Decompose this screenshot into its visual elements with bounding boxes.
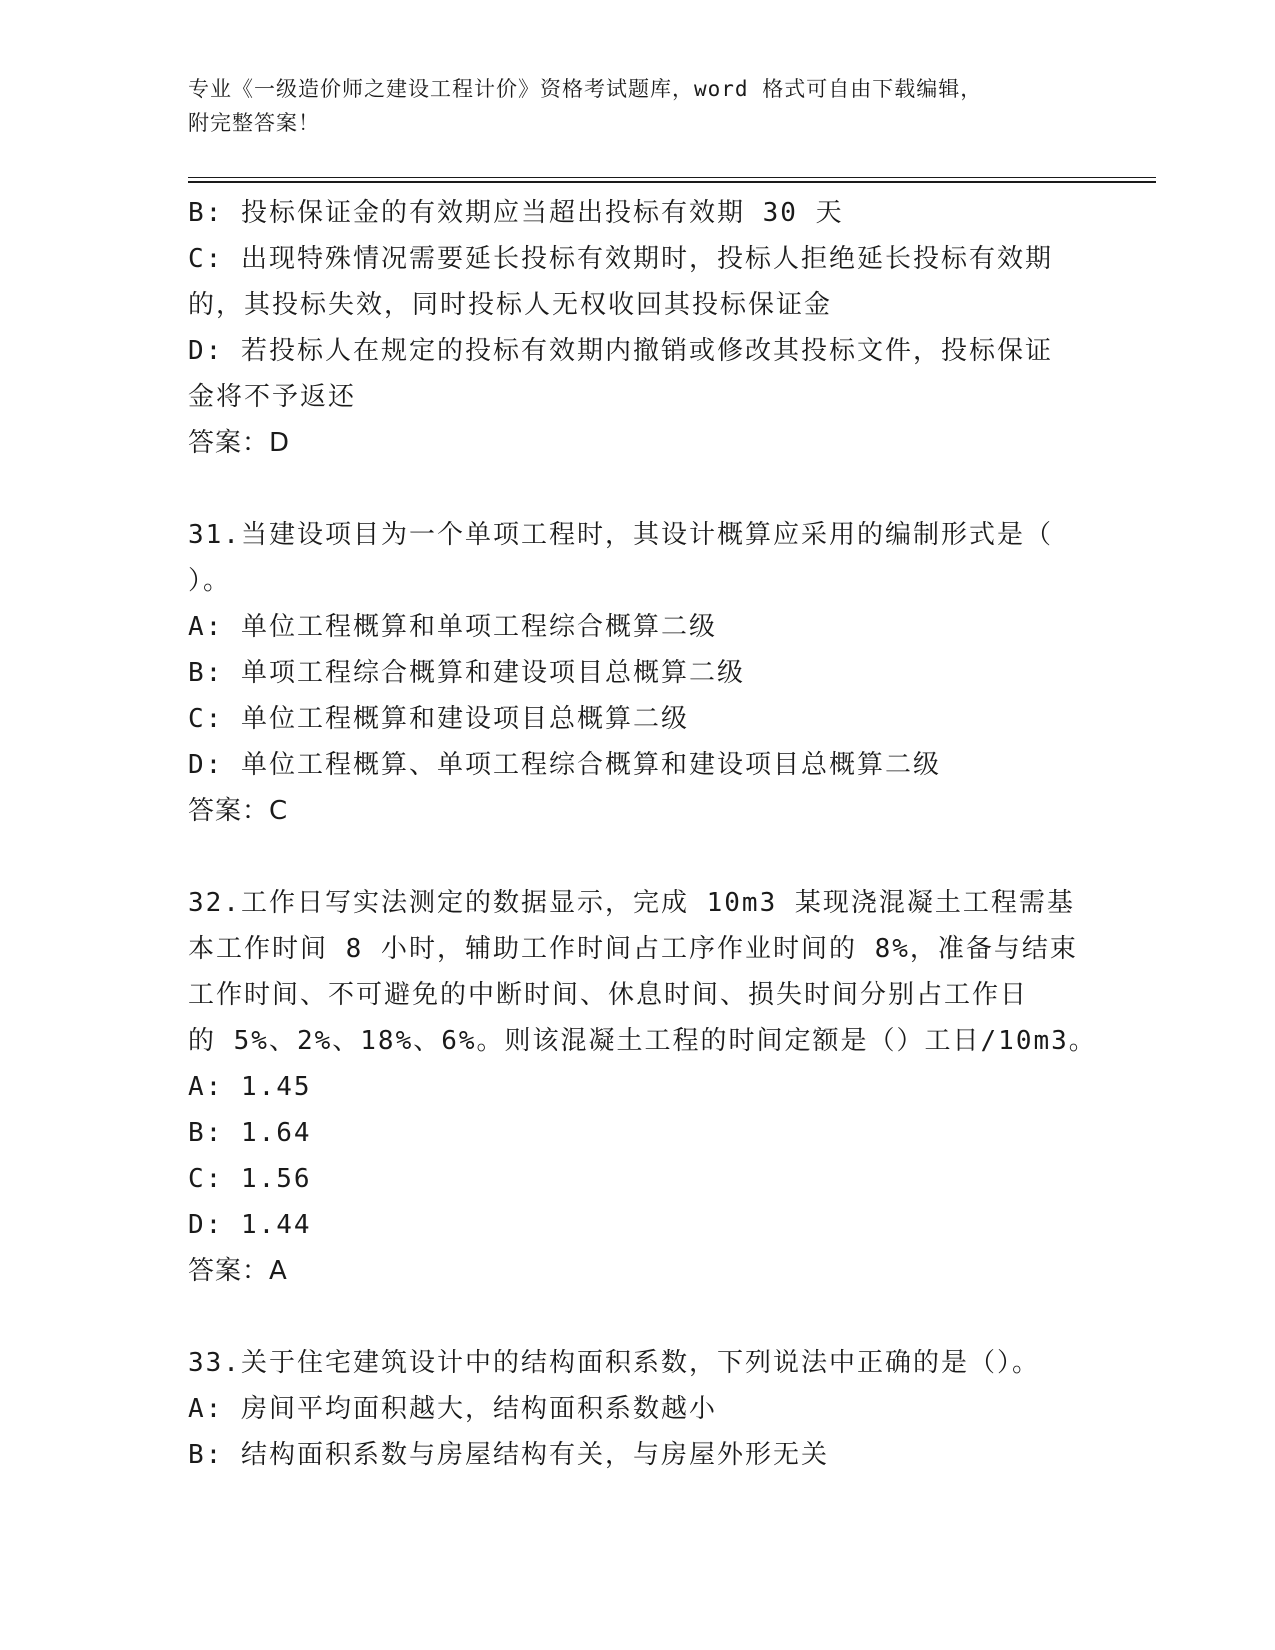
spacer: [188, 466, 1088, 512]
option-c: C: 1.56: [188, 1164, 312, 1194]
option-c: C: 单位工程概算和建设项目总概算二级: [188, 704, 689, 734]
option-a: A: 1.45: [188, 1072, 312, 1102]
spacer: [188, 1294, 1088, 1340]
option-c-continued: 的，其投标失效，同时投标人无权收回其投标保证金: [188, 290, 833, 320]
header-divider-thick: [188, 181, 1156, 183]
header-line-2: 附完整答案！: [188, 111, 320, 135]
header-divider-thin: [188, 177, 1156, 178]
question-stem: 31.当建设项目为一个单项工程时，其设计概算应采用的编制形式是（: [188, 520, 1053, 550]
header-line-1: 专业《一级造价师之建设工程计价》资格考试题库，word 格式可自由下载编辑，: [188, 77, 983, 101]
answer-label: 答案：A: [188, 1256, 288, 1286]
option-d-continued: 金将不予返还: [188, 382, 357, 412]
question-30-block: [188, 190, 1088, 466]
question-33-block: [188, 1340, 1088, 1478]
question-stem-continued: 的 5%、2%、18%、6%。则该混凝土工程的时间定额是（）工日/10m3。: [188, 1026, 1097, 1056]
question-content: [188, 190, 1097, 1478]
option-b: B: 1.64: [188, 1118, 312, 1148]
question-32-block: [188, 880, 1097, 1294]
option-a: A: 单位工程概算和单项工程综合概算二级: [188, 612, 717, 642]
option-d: D: 1.44: [188, 1210, 312, 1240]
question-stem: 33.关于住宅建筑设计中的结构面积系数，下列说法中正确的是（）。: [188, 1348, 1040, 1378]
option-b: B: 投标保证金的有效期应当超出投标有效期 30 天: [188, 198, 844, 228]
question-stem-continued: 本工作时间 8 小时，辅助工作时间占工序作业时间的 8%，准备与结束: [188, 934, 1078, 964]
spacer: [188, 834, 1088, 880]
option-d: D: 若投标人在规定的投标有效期内撤销或修改其投标文件，投标保证: [188, 336, 1053, 366]
option-a: A: 房间平均面积越大，结构面积系数越小: [188, 1394, 717, 1424]
question-31-block: [188, 512, 1088, 834]
option-d: D: 单位工程概算、单项工程综合概算和建设项目总概算二级: [188, 750, 941, 780]
question-stem-continued: 工作时间、不可避免的中断时间、休息时间、损失时间分别占工作日: [188, 980, 1029, 1010]
answer-label: 答案：C: [188, 796, 289, 826]
option-c: C: 出现特殊情况需要延长投标有效期时，投标人拒绝延长投标有效期: [188, 244, 1053, 274]
option-b: B: 单项工程综合概算和建设项目总概算二级: [188, 658, 745, 688]
question-stem: 32.工作日写实法测定的数据显示，完成 10m3 某现浇混凝土工程需基: [188, 888, 1075, 918]
option-b: B: 结构面积系数与房屋结构有关，与房屋外形无关: [188, 1440, 829, 1470]
document-header: [188, 72, 1068, 140]
answer-label: 答案：D: [188, 428, 291, 458]
question-stem-continued: ）。: [188, 566, 232, 596]
